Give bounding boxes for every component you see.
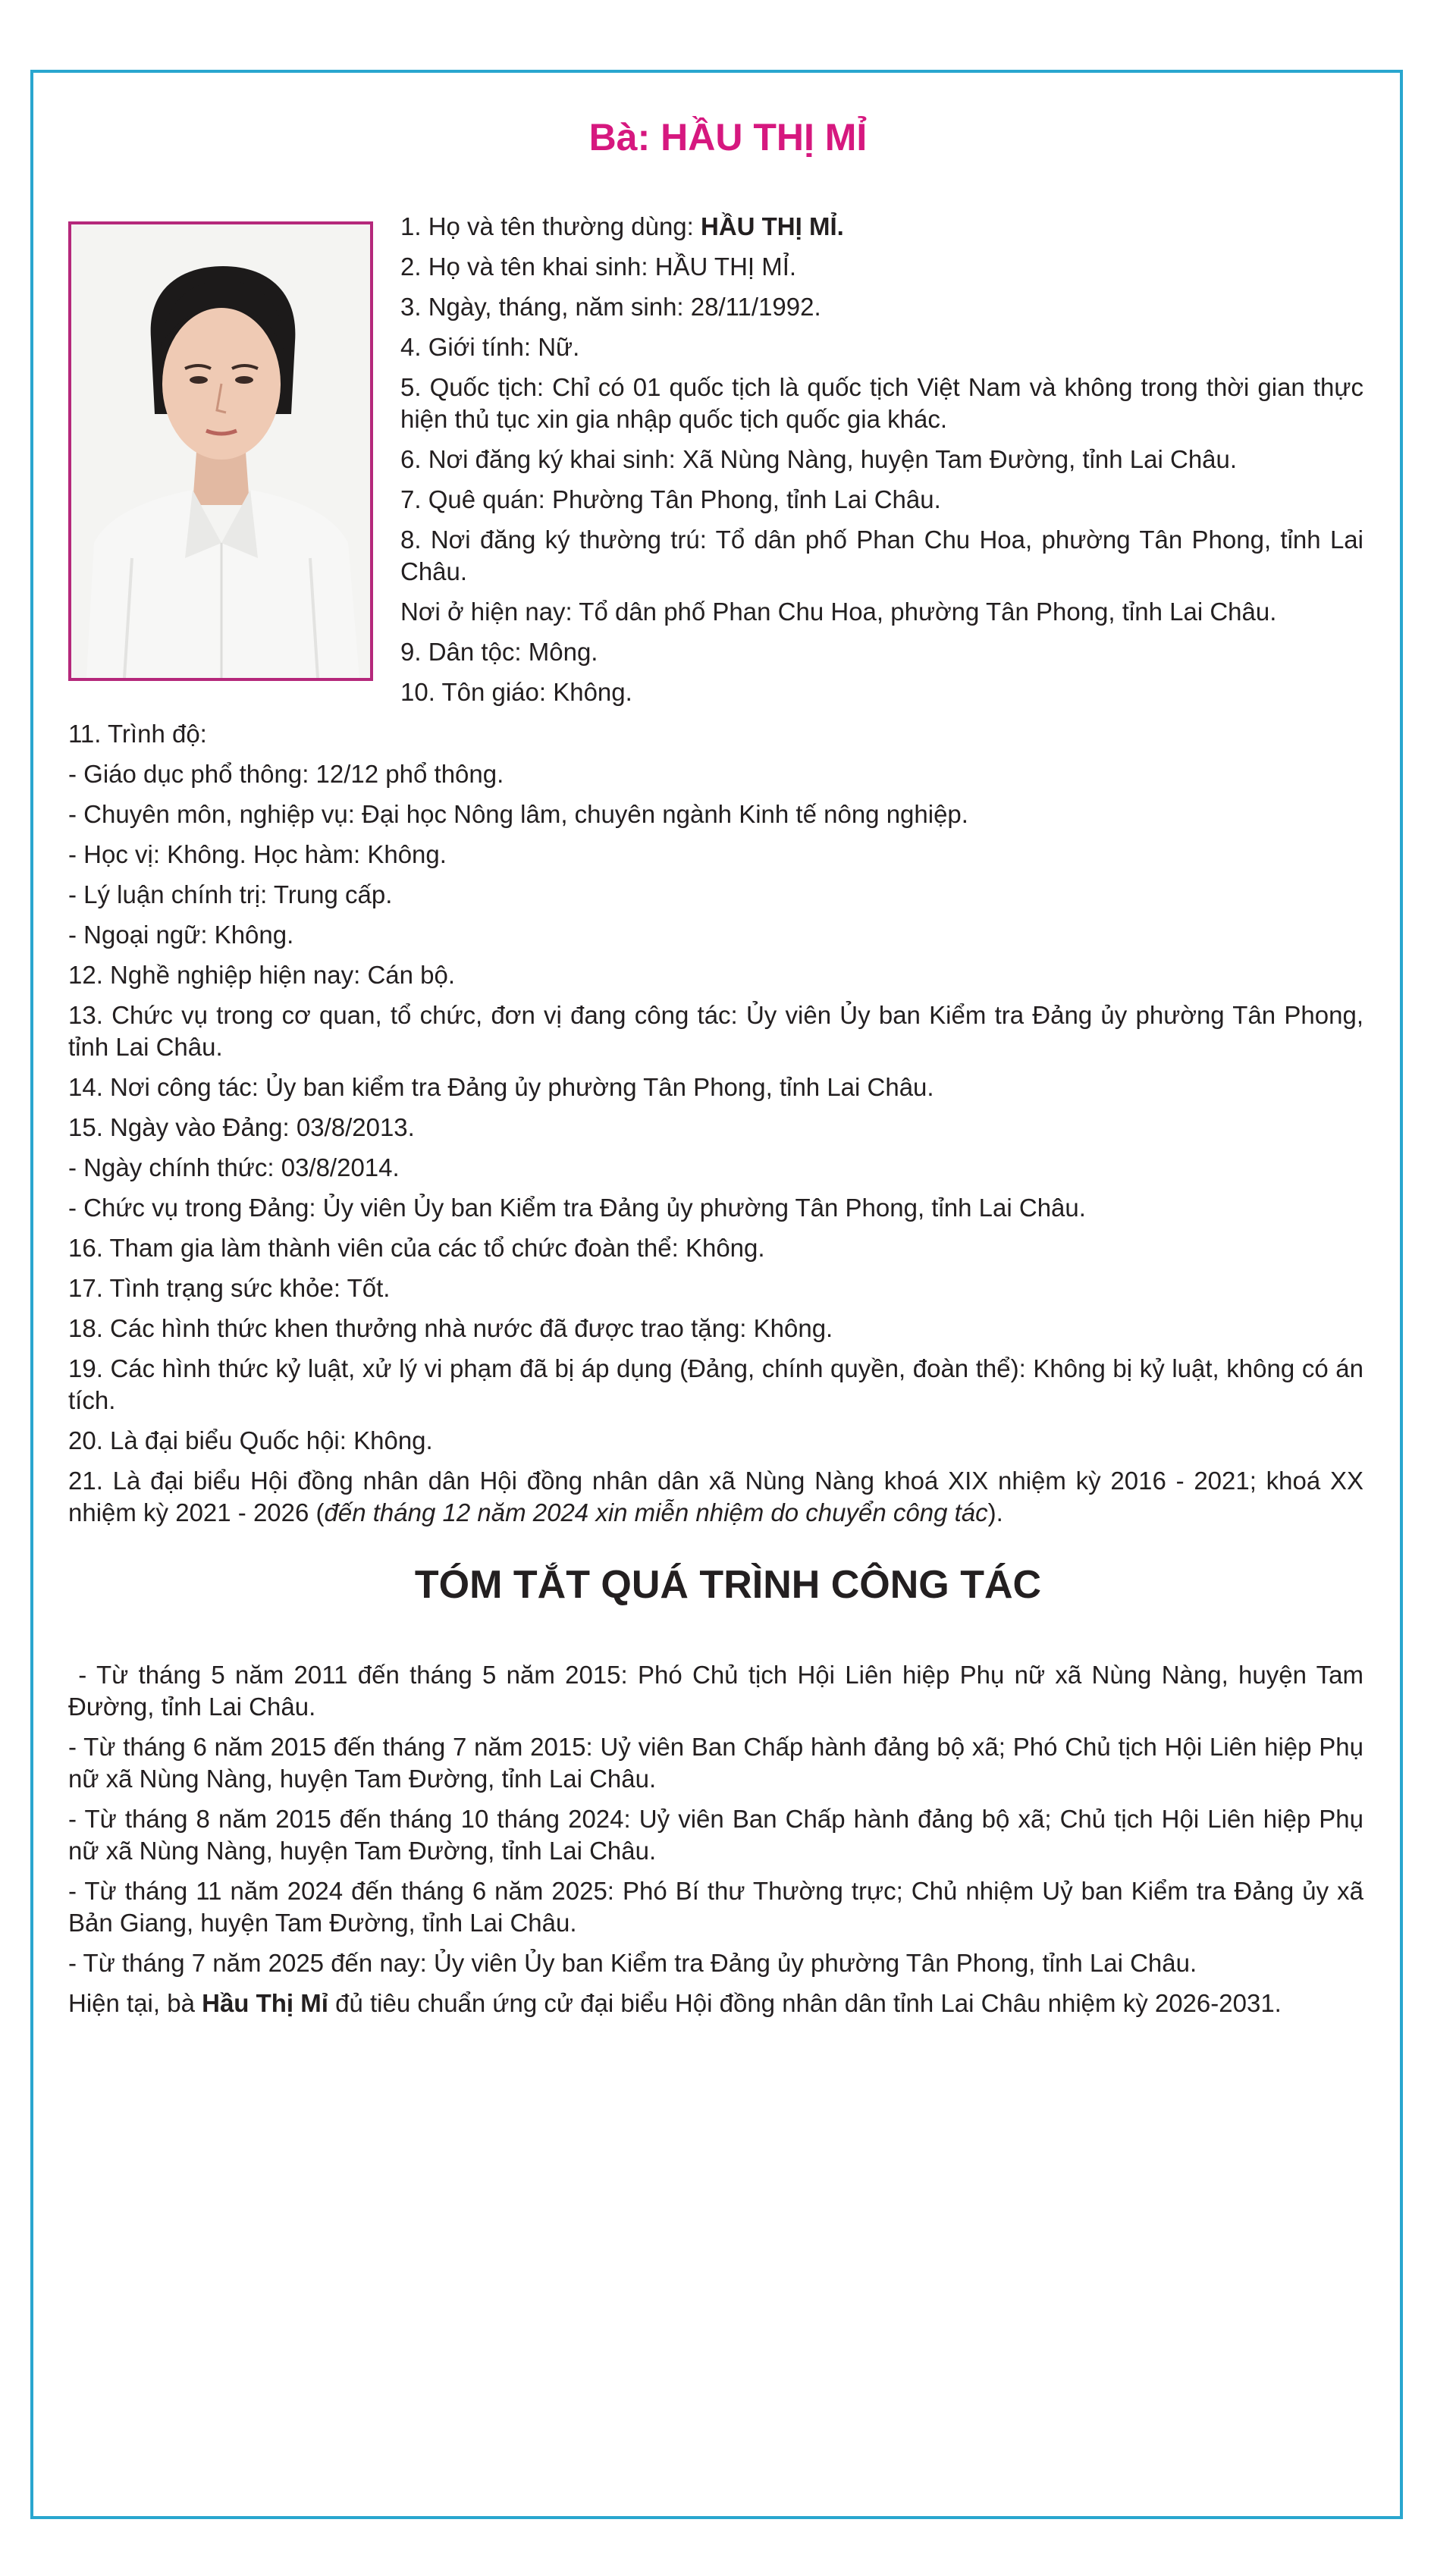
info-item: - Chuyên môn, nghiệp vụ: Đại học Nông lâm, chuyên ngành Kinh tế nông nghiệp.	[68, 800, 968, 828]
portrait-photo-icon	[68, 221, 373, 681]
career-item: - Từ tháng 7 năm 2025 đến nay: Ủy viên Ủy ban Kiểm tra Đảng ủy phường Tân Phong, tỉnh Lai Châu.	[68, 1949, 1197, 1977]
info-item: - Ngày chính thức: 03/8/2014.	[68, 1153, 400, 1181]
info-item: 15. Ngày vào Đảng: 03/8/2013.	[68, 1113, 415, 1141]
info-item: - Chức vụ trong Đảng: Ủy viên Ủy ban Kiểm tra Đảng ủy phường Tân Phong, tỉnh Lai Châu.	[68, 1194, 1086, 1222]
info-item: 2. Họ và tên khai sinh: HẦU THỊ MỈ.	[400, 253, 797, 281]
info-item: 12. Nghề nghiệp hiện nay: Cán bộ.	[68, 961, 456, 989]
career-item: - Từ tháng 11 năm 2024 đến tháng 6 năm 2025: Phó Bí thư Thường trực; Chủ nhiệm Uỷ ban Kiểm tra Đảng ủy xã Bản Giang, huyện Tam Đường, tỉnh Lai Châu.	[68, 1877, 1363, 1937]
info-item: 3. Ngày, tháng, năm sinh: 28/11/1992.	[400, 293, 821, 321]
career-item: - Từ tháng 5 năm 2011 đến tháng 5 năm 2015: Phó Chủ tịch Hội Liên hiệp Phụ nữ xã Nùng Nàng, huyện Tam Đường, tỉnh Lai Châu.	[68, 1661, 1371, 1721]
qualification-list	[68, 718, 1363, 1537]
info-item: 5. Quốc tịch: Chỉ có 01 quốc tịch là quốc tịch Việt Nam và không trong thời gian thực hiện thủ tục xin gia nhập quốc tịch quốc gia khác.	[400, 373, 1363, 433]
council-text: 21. Là đại biểu Hội đồng nhân dân Hội đồng nhân dân xã Nùng Nàng khoá XIX nhiệm kỳ 2016 - 2021; khoá XX nhiệm kỳ 2021 - 2026 (	[68, 1467, 1363, 1526]
conclusion-prefix: Hiện tại, bà	[68, 1989, 202, 2017]
info-item: - Lý luận chính trị: Trung cấp.	[68, 880, 393, 908]
council-end: ).	[987, 1498, 1003, 1526]
info-item: 10. Tôn giáo: Không.	[400, 678, 632, 706]
summary-heading: TÓM TẮT QUÁ TRÌNH CÔNG TÁC	[414, 1563, 1042, 1607]
personal-info-list	[400, 211, 1363, 717]
info-item-fullname	[400, 211, 1363, 243]
info-item: 17. Tình trạng sức khỏe: Tốt.	[68, 1274, 391, 1302]
info-item: - Giáo dục phổ thông: 12/12 phổ thông.	[68, 760, 504, 788]
career-item: - Từ tháng 8 năm 2015 đến tháng 10 tháng 2024: Uỷ viên Ban Chấp hành đảng bộ xã; Chủ tịch Hội Liên hiệp Phụ nữ xã Nùng Nàng, huyện Tam Đường, tỉnh Lai Châu.	[68, 1805, 1363, 1865]
info-item: 8. Nơi đăng ký thường trú: Tổ dân phố Phan Chu Hoa, phường Tân Phong, tỉnh Lai Châu.	[400, 526, 1363, 585]
candidate-name: Hầu Thị Mỉ	[202, 1989, 328, 2017]
info-label: 1. Họ và tên thường dùng:	[400, 212, 701, 240]
candidate-title: Bà: HẦU THỊ MỈ	[588, 116, 868, 158]
info-item: 14. Nơi công tác: Ủy ban kiểm tra Đảng ủy phường Tân Phong, tỉnh Lai Châu.	[68, 1073, 934, 1101]
info-item: 20. Là đại biểu Quốc hội: Không.	[68, 1426, 433, 1454]
info-item: 9. Dân tộc: Mông.	[400, 638, 598, 666]
info-item: 18. Các hình thức khen thưởng nhà nước đã được trao tặng: Không.	[68, 1314, 833, 1342]
info-item: 4. Giới tính: Nữ.	[400, 333, 580, 361]
conclusion	[68, 1988, 1363, 2019]
council-note: đến tháng 12 năm 2024 xin miễn nhiệm do chuyển công tác	[324, 1498, 988, 1526]
info-item: 6. Nơi đăng ký khai sinh: Xã Nùng Nàng, huyện Tam Đường, tỉnh Lai Châu.	[400, 445, 1238, 473]
info-value: HẦU THỊ MỈ.	[700, 212, 844, 240]
conclusion-suffix: đủ tiêu chuẩn ứng cử đại biểu Hội đồng nhân dân tỉnh Lai Châu nhiệm kỳ 2026-2031.	[328, 1989, 1282, 2017]
info-item: 13. Chức vụ trong cơ quan, tổ chức, đơn vị đang công tác: Ủy viên Ủy ban Kiểm tra Đảng ủy phường Tân Phong, tỉnh Lai Châu.	[68, 1001, 1363, 1061]
career-item: - Từ tháng 6 năm 2015 đến tháng 7 năm 2015: Uỷ viên Ban Chấp hành đảng bộ xã; Phó Chủ tịch Hội Liên hiệp Phụ nữ xã Nùng Nàng, huyện Tam Đường, tỉnh Lai Châu.	[68, 1733, 1363, 1793]
info-item-council	[68, 1465, 1363, 1529]
info-item: - Học vị: Không. Học hàm: Không.	[68, 840, 447, 868]
info-item: Nơi ở hiện nay: Tổ dân phố Phan Chu Hoa, phường Tân Phong, tỉnh Lai Châu.	[400, 598, 1277, 626]
info-item: 19. Các hình thức kỷ luật, xử lý vi phạm đã bị áp dụng (Đảng, chính quyền, đoàn thể): Không bị kỷ luật, không có án tích.	[68, 1354, 1363, 1414]
info-item: 7. Quê quán: Phường Tân Phong, tỉnh Lai Châu.	[400, 485, 941, 513]
info-item: 11. Trình độ:	[68, 720, 207, 748]
career-list	[68, 1659, 1371, 2028]
info-item: - Ngoại ngữ: Không.	[68, 921, 294, 949]
info-item: 16. Tham gia làm thành viên của các tổ chức đoàn thể: Không.	[68, 1234, 765, 1262]
portrait-illustration	[71, 224, 370, 678]
